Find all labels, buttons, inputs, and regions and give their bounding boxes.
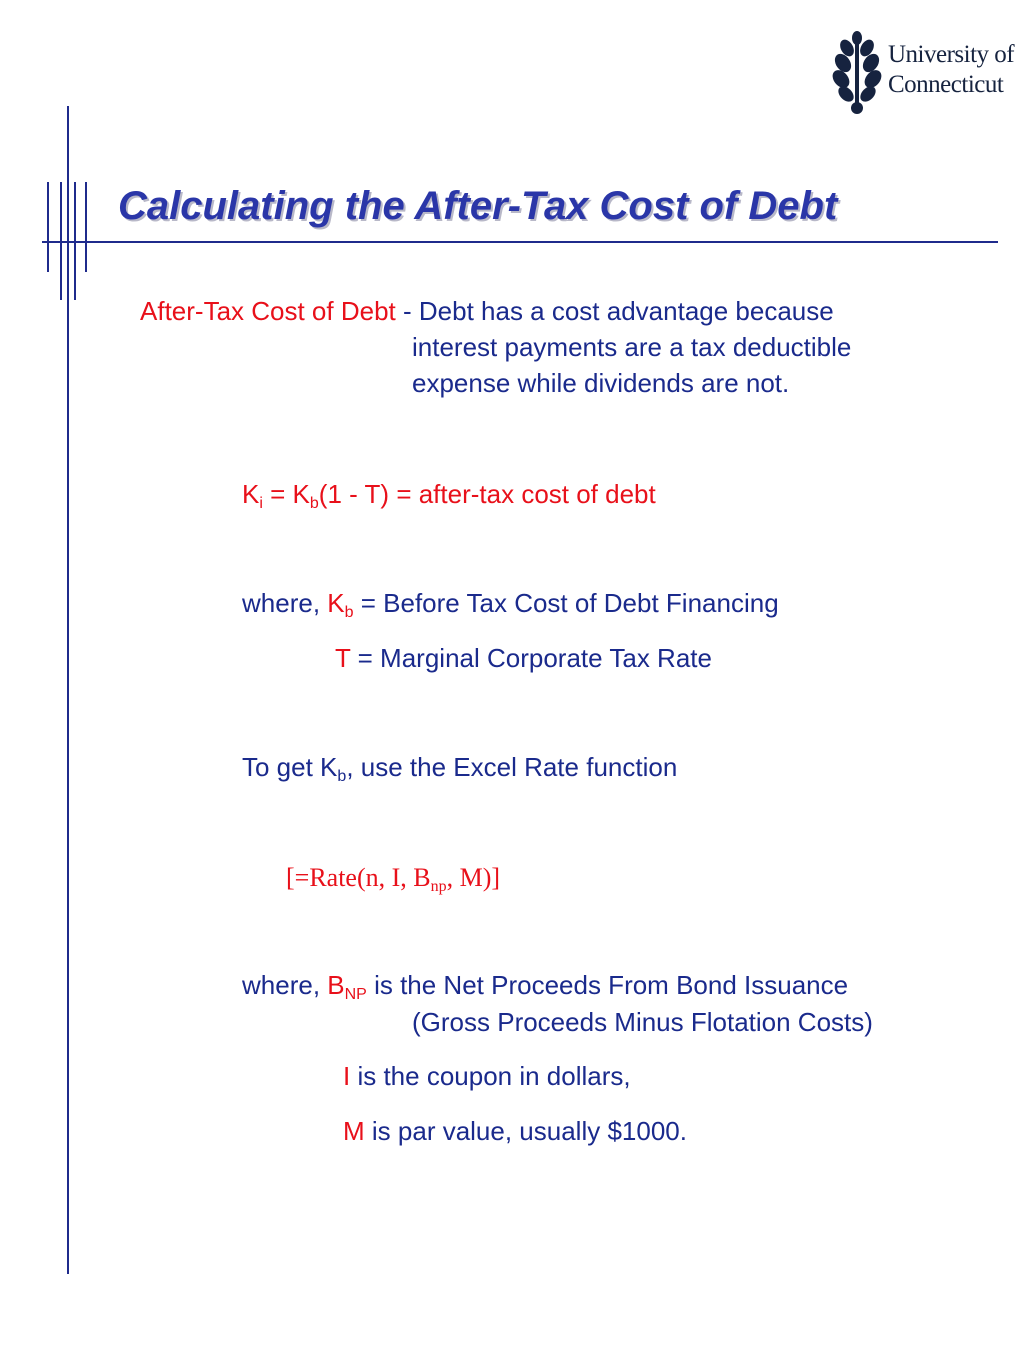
bnp-sub-np: NP xyxy=(344,986,367,1003)
left-vertical-rule xyxy=(67,106,69,1274)
where-label-2: where, xyxy=(242,970,328,1000)
rate-fn-prefix: [=Rate(n, I, B xyxy=(286,863,431,892)
oak-leaf-icon xyxy=(832,30,882,116)
definition-line-3: expense while dividends are not. xyxy=(412,368,790,398)
formula-rest: (1 - T) = after-tax cost of debt xyxy=(318,479,656,509)
definition-dash: - xyxy=(395,296,419,326)
excel-prefix: To get K xyxy=(242,752,338,782)
where-t-line xyxy=(335,640,712,676)
left-vertical-rule-short-1 xyxy=(47,182,49,272)
bnp-b: B xyxy=(327,970,345,1000)
excel-suffix: , use the Excel Rate function xyxy=(346,752,678,782)
university-logo xyxy=(832,30,882,121)
excel-rate-line xyxy=(242,749,677,785)
excel-sub-b: b xyxy=(337,768,347,785)
logo-line-2: Connecticut xyxy=(888,71,1004,98)
t-symbol: T xyxy=(335,643,351,673)
left-vertical-rule-short-4 xyxy=(85,182,87,272)
rate-fn-suffix: , M)] xyxy=(446,863,501,892)
kb-k: K xyxy=(327,588,345,618)
title-underline xyxy=(42,241,998,243)
after-tax-formula xyxy=(242,476,656,512)
rate-fn-sub-np: np xyxy=(430,878,447,895)
definition-text-1: Debt has a cost advantage because xyxy=(418,296,834,326)
formula-eq: = K xyxy=(262,479,310,509)
logo-wordmark xyxy=(888,40,1014,100)
where-m-line xyxy=(343,1113,687,1149)
m-description: is par value, usually $1000. xyxy=(364,1116,687,1146)
bnp-description-2: (Gross Proceeds Minus Flotation Costs) xyxy=(412,1007,873,1037)
formula-k: K xyxy=(242,479,260,509)
i-description: is the coupon in dollars, xyxy=(350,1061,631,1091)
i-symbol: I xyxy=(343,1061,351,1091)
formula-sub-b: b xyxy=(309,495,319,512)
definition-line-2: interest payments are a tax deductible xyxy=(412,332,852,362)
t-description: = Marginal Corporate Tax Rate xyxy=(350,643,712,673)
kb-description: = Before Tax Cost of Debt Financing xyxy=(353,588,779,618)
bnp-description: is the Net Proceeds From Bond Issuance xyxy=(366,970,849,1000)
definition-line-1 xyxy=(140,293,834,329)
kb-sub-b: b xyxy=(344,604,354,621)
m-symbol: M xyxy=(343,1116,365,1146)
slide-title: Calculating the After-Tax Cost of Debt xyxy=(118,184,838,228)
formula-sub-i: i xyxy=(259,495,263,512)
where-kb-line xyxy=(242,585,779,621)
where-bnp-line xyxy=(242,967,848,1003)
definition-term: After-Tax Cost of Debt xyxy=(140,296,396,326)
where-label: where, xyxy=(242,588,328,618)
logo-line-1: University of xyxy=(888,41,1015,68)
excel-rate-function xyxy=(286,860,500,896)
where-i-line xyxy=(343,1058,631,1094)
